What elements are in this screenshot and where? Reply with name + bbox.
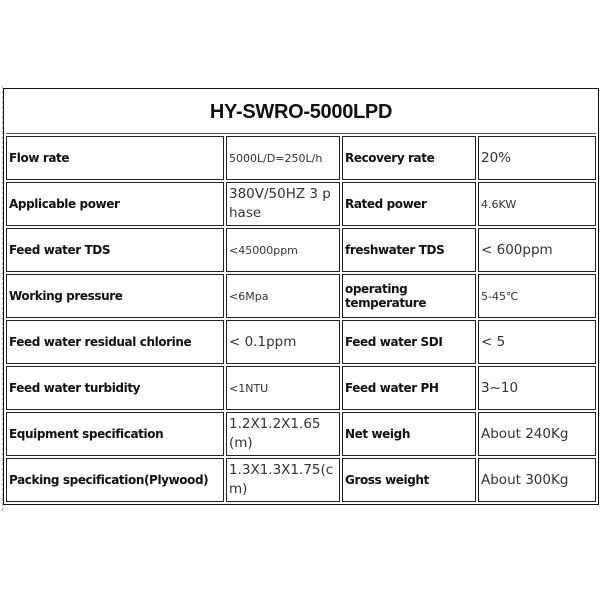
spec-label: Rated power <box>342 182 476 226</box>
table-row <box>6 366 596 410</box>
table-title: HY-SWRO-5000LPD <box>6 91 596 134</box>
spec-value: 4.6KW <box>478 182 596 226</box>
table-row <box>6 182 596 226</box>
spec-label: Feed water SDI <box>342 320 476 364</box>
spec-label: Recovery rate <box>342 136 476 180</box>
spec-value: 20% <box>478 136 596 180</box>
spec-label: Flow rate <box>6 136 224 180</box>
table-row <box>6 274 596 318</box>
spec-value: <1NTU <box>226 366 340 410</box>
spec-value: About 240Kg <box>478 412 596 456</box>
spec-label: Working pressure <box>6 274 224 318</box>
spec-value: About 300Kg <box>478 458 596 502</box>
spec-label: Feed water TDS <box>6 228 224 272</box>
table-row <box>6 412 596 456</box>
specification-table <box>3 88 599 505</box>
table-row <box>6 458 596 502</box>
spec-label: Feed water turbidity <box>6 366 224 410</box>
spec-value: < 600ppm <box>478 228 596 272</box>
spec-value: 3~10 <box>478 366 596 410</box>
spec-value: 380V/50HZ 3 phase <box>226 182 340 226</box>
spec-value: <6Mpa <box>226 274 340 318</box>
table-row <box>6 228 596 272</box>
spec-label: Gross weight <box>342 458 476 502</box>
spec-value: <45000ppm <box>226 228 340 272</box>
spec-label: Feed water residual chlorine <box>6 320 224 364</box>
spec-label: operating temperature <box>342 274 476 318</box>
spec-value: < 0.1ppm <box>226 320 340 364</box>
table-row <box>6 136 596 180</box>
spec-value: 5-45℃ <box>478 274 596 318</box>
spec-label: Packing specification(Plywood) <box>6 458 224 502</box>
spec-value: < 5 <box>478 320 596 364</box>
title-row <box>6 91 596 134</box>
spec-label: Feed water PH <box>342 366 476 410</box>
spec-value: 5000L/D=250L/h <box>226 136 340 180</box>
spec-label: freshwater TDS <box>342 228 476 272</box>
spec-label: Applicable power <box>6 182 224 226</box>
table-row <box>6 320 596 364</box>
spec-value: 1.3X1.3X1.75(cm) <box>226 458 340 502</box>
spec-label: Net weigh <box>342 412 476 456</box>
spec-label: Equipment specification <box>6 412 224 456</box>
spec-value: 1.2X1.2X1.65(m) <box>226 412 340 456</box>
